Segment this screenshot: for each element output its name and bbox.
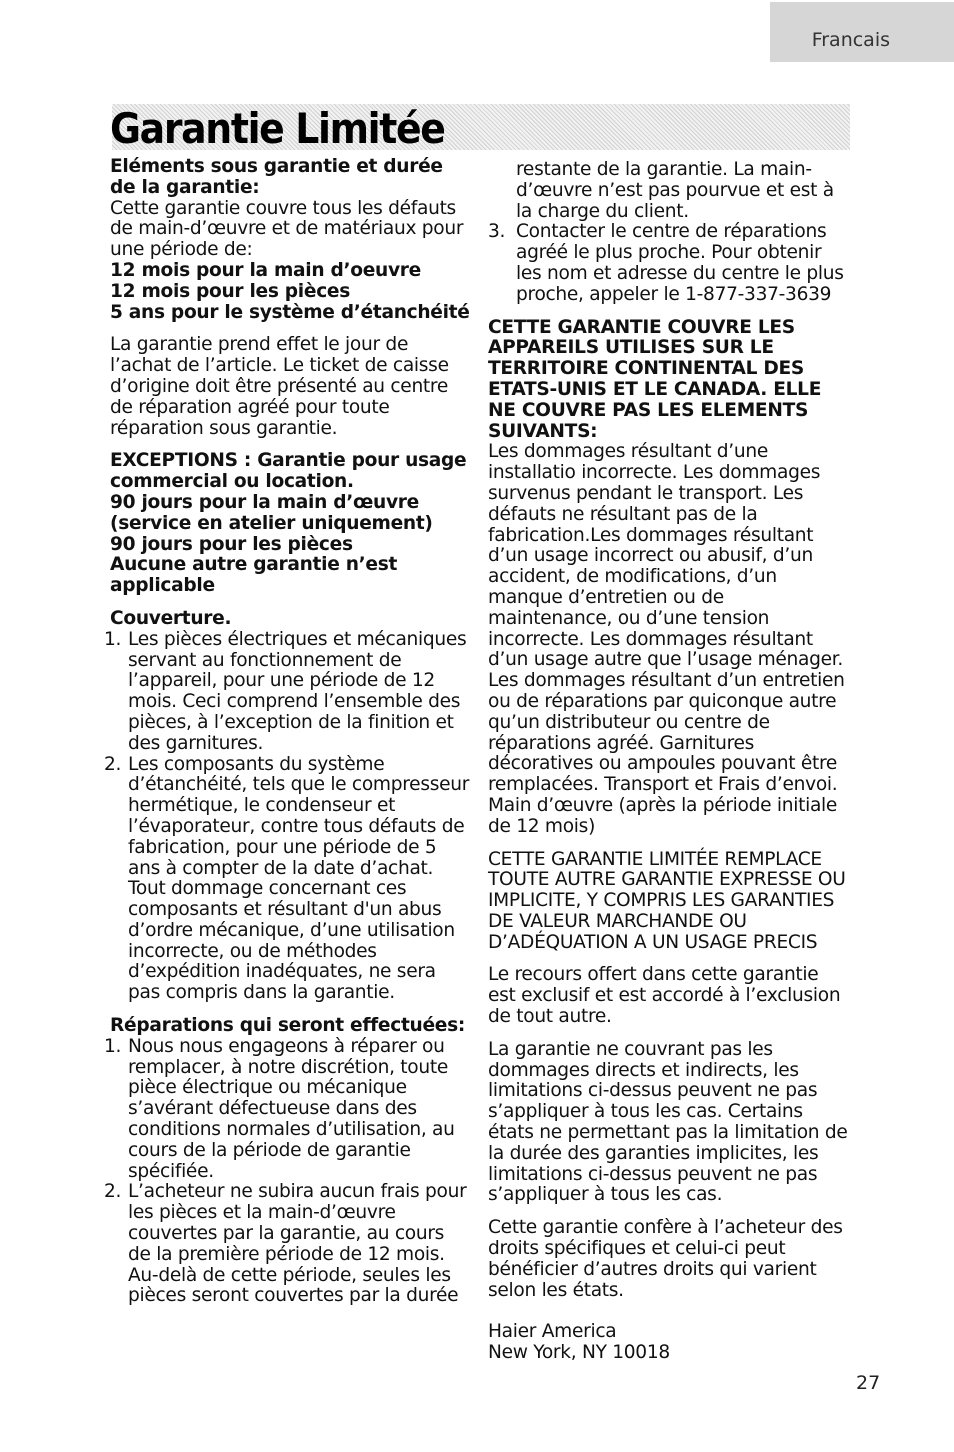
repairs-continued: restante de la garantie. La main-d’œuvre n’est pas pourvue et est à la charge du client. (516, 159, 834, 222)
language-tab (770, 2, 954, 62)
coverage-item-text: Les pièces électriques et mécaniques servant au fonctionnement de l’appareil, pour une période de 12 mois. Ceci comprend l’ensemble des pièces, à l’exception de la finition et des garnitures. (128, 628, 467, 754)
repairs-heading: Réparations qui seront effectuées: (110, 1015, 466, 1037)
coverage-heading: Couverture. (110, 607, 232, 629)
coverage-item-number: 1. (104, 628, 122, 650)
repairs-item-number: 1. (104, 1035, 122, 1057)
repairs-item-number: 3. (488, 221, 506, 243)
exceptions-parts: 90 jours pour les pièces (110, 533, 353, 555)
period-parts: 12 mois pour les pièces (110, 280, 350, 302)
rights-paragraph: Cette garantie confère à l’acheteur des droits spécifiques et celui-ci peut bénéficier d’autres droits qui varient selon les états. (488, 1217, 843, 1301)
exceptions-no-other: Aucune autre garantie n’est applicable (110, 554, 398, 597)
exceptions-labor: 90 jours pour la main d’œuvre (service en atelier uniquement) (110, 491, 433, 534)
repairs-item-text: Nous nous engageons à réparer ou remplacer, à notre discrétion, toute pièce électrique ou mécanique s’avérant défectueuse dans des conditions normales d’utilisation, au cours de la période de garantie spécifiée. (128, 1035, 455, 1182)
coverage-item (104, 755, 472, 1005)
repairs-list (104, 1037, 472, 1307)
period-sealed-system: 5 ans pour le système d’étanchéité (110, 301, 470, 323)
repairs-list-continued (488, 222, 850, 305)
repairs-item (488, 222, 850, 305)
page-title: Garantie Limitée (110, 104, 445, 153)
exceptions-line: EXCEPTIONS : Garantie pour usage commercial ou location. (110, 450, 467, 493)
coverage-intro: Cette garantie couvre tous les défauts de main-d’œuvre et de matériaux pour une période de: (110, 197, 464, 261)
repairs-item (104, 1037, 472, 1183)
right-column (488, 160, 850, 1364)
language-label: Francais (811, 29, 890, 51)
remedy-paragraph: Le recours offert dans cette garantie est exclusif et est accordé à l’exclusion de tout autre. (488, 964, 841, 1028)
coverage-duration-heading: Eléments sous garantie et durée de la garantie: (110, 156, 443, 198)
page-number: 27 (856, 1372, 881, 1394)
company-city: New York, NY 10018 (488, 1342, 670, 1364)
effective-date-paragraph: La garantie prend effet le jour de l’achat de l’article. Le ticket de caisse d’origine doit être présenté au centre de réparation agréé pour toute réparation sous garantie. (110, 334, 449, 439)
limitations-paragraph: La garantie ne couvrant pas les dommages directs et indirects, les limitations ci-dessus peuvent ne pas s’appliquer à tous les cas. Certains états ne permettant pas la limitation de la durée des garanties implicites, les limitations ci-dessus peuvent ne pas s’appliquer à tous les cas. (488, 1038, 848, 1206)
repairs-item (104, 1182, 472, 1307)
left-column (104, 156, 472, 1307)
period-labor: 12 mois pour la main d’oeuvre (110, 259, 421, 281)
replacement-notice: CETTE GARANTIE LIMITÉE REMPLACE TOUTE AUTRE GARANTIE EXPRESSE OU IMPLICITE, Y COMPRIS LES GARANTIES DE VALEUR MARCHANDE OU D’ADÉQUATION A UN USAGE PRECIS (488, 848, 846, 953)
coverage-item-text: Les composants du système d’étanchéité, tels que le compresseur hermétique, le condenseur et l’évaporateur, contre tous défauts de fabrication, pour une période de 5 ans à compter de la date d’achat. Tout dommage concernant ces composants et résultant d'un abus d’ordre mécanique, d’une utilisation incorrecte, ou de méthodes d’expédition inadéquates, ne sera pas compris dans la garantie. (128, 753, 470, 1004)
exclusions-paragraph: Les dommages résultant d’une installatio incorrecte. Les dommages survenus pendant le transport. Les défauts ne résultant pas de la fabrication.Les dommages résultant d’un usage incorrect ou abusif, d’un accident, de modifications, d’un manque d’entretien ou de maintenance, ou d’une tension incorrecte. Les dommages résultant d’un usage autre que l’usage ménager. Les dommages résultant d’un entretien ou de réparations par quiconque autre qu’un distributeur ou centre de réparations agréé. Garnitures décoratives ou ampoules pouvant être remplacées. Transport et Frais d’envoi. Main d’œuvre (après la période initiale de 12 mois) (488, 441, 845, 837)
coverage-item-number: 2. (104, 753, 122, 775)
repairs-item-text: L’acheteur ne subira aucun frais pour les pièces et la main-d’œuvre couvertes par la garantie, au cours de la première période de 12 mois. Au-delà de cette période, seules les pièces seront couvertes par la durée (128, 1181, 467, 1307)
company-name: Haier America (488, 1321, 617, 1343)
repairs-item-text: Contacter le centre de réparations agréé le plus proche. Pour obtenir les nom et adresse du centre le plus proche, appeler le 1-877-337-3639 (516, 221, 844, 305)
territory-heading: CETTE GARANTIE COUVRE LES APPAREILS UTILISES SUR LE TERRITOIRE CONTINENTAL DES ETATS-UNIS ET LE CANADA. ELLE NE COUVRE PAS LES ELEMENTS SUIVANTS: (488, 316, 822, 442)
repairs-item-number: 2. (104, 1181, 122, 1203)
coverage-item (104, 630, 472, 755)
coverage-list (104, 630, 472, 1004)
